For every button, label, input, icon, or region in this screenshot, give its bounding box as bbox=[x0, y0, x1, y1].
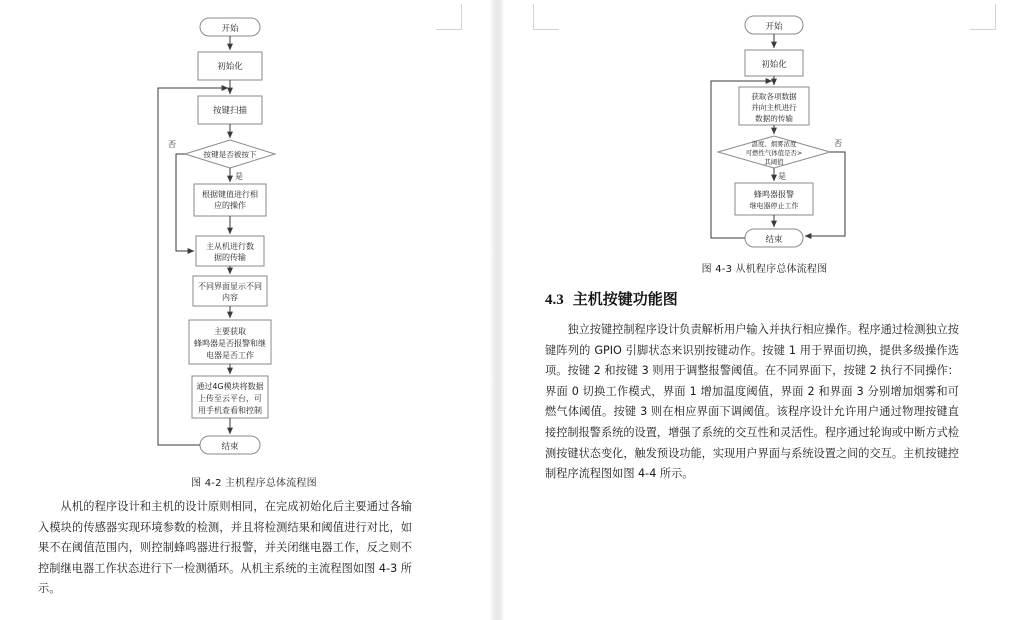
paragraph-key-control bbox=[545, 320, 959, 485]
figure-caption-4-3: 图 4-3 从机程序总体流程图 bbox=[701, 264, 828, 275]
svg-text:结束: 结束 bbox=[221, 442, 239, 452]
paragraph-slave-program bbox=[38, 497, 412, 600]
section-heading-4-3 bbox=[545, 288, 678, 309]
svg-text:应的操作: 应的操作 bbox=[214, 201, 246, 210]
svg-text:通过4G模块将数据: 通过4G模块将数据 bbox=[196, 382, 264, 391]
svg-text:是: 是 bbox=[235, 172, 243, 181]
svg-text:按键扫描: 按键扫描 bbox=[212, 106, 248, 116]
svg-text:初始化: 初始化 bbox=[761, 60, 787, 70]
svg-text:内容: 内容 bbox=[222, 293, 238, 302]
svg-text:用手机查看和控制: 用手机查看和控制 bbox=[198, 406, 262, 415]
svg-text:数据的传输: 数据的传输 bbox=[755, 114, 793, 123]
svg-text:获取各项数据: 获取各项数据 bbox=[751, 92, 797, 101]
svg-text:初始化: 初始化 bbox=[217, 62, 243, 72]
section-number: 4.3 bbox=[545, 292, 564, 308]
svg-text:否: 否 bbox=[834, 139, 842, 148]
svg-text:是: 是 bbox=[778, 172, 786, 181]
svg-text:否: 否 bbox=[168, 140, 176, 149]
svg-text:主从机进行数: 主从机进行数 bbox=[206, 242, 254, 251]
svg-text:并向主机进行: 并向主机进行 bbox=[751, 103, 797, 112]
svg-text:蜂鸣器报警: 蜂鸣器报警 bbox=[754, 190, 794, 199]
svg-text:按键是否被按下: 按键是否被按下 bbox=[203, 150, 257, 159]
svg-text:上传至云平台，可: 上传至云平台，可 bbox=[198, 394, 262, 403]
svg-text:根据键值进行相: 根据键值进行相 bbox=[202, 190, 258, 199]
svg-text:蜂鸣器是否报警和继: 蜂鸣器是否报警和继 bbox=[194, 339, 266, 348]
paragraph-text: 独立按键控制程序设计负责解析用户输入并执行相应操作。程序通过检测独立按键阵列的 GPIO 引脚状态来识别按键动作。按键 1 用于界面切换，提供多级操作选项。按键 2 和按键 3 则用于调整报警阈值。在不同界面下，按键 2 执行不同操作：界面 0 切换工作模式，界面 1 增加温度阈值，界面 2 和界面 3 分别增加烟雾和可燃气体阈值。按键 3 则在相应界面下调阈值。该程序设计允许用户通过物理按键直接控制报警系统的设置，增强了系统的交互性和灵活性。程序通过轮询或中断方式检测按键状态变化，触发预设功能，实现用户界面与系统设置之间的交互。主机按键控制程序流程图如图 4-4 所示。 bbox=[545, 323, 959, 481]
svg-text:主要获取: 主要获取 bbox=[214, 327, 246, 336]
svg-text:其阈值: 其阈值 bbox=[764, 158, 784, 166]
flowchart-slave-program bbox=[505, 0, 1024, 260]
svg-text:温度、烟雾浓度: 温度、烟雾浓度 bbox=[751, 140, 797, 148]
paragraph-text: 从机的程序设计和主机的设计原则相同，在完成初始化后主要通过各输入模块的传感器实现环境参数的检测，并且将检测结果和阈值进行对比，如果不在阈值范围内，则控制蜂鸣器进行报警，并关闭继电器工作，反之则不控制继电器工作状态进行下一检测循环。从机主系统的主流程图如图 4-3 所示。 bbox=[38, 500, 412, 596]
svg-text:开始: 开始 bbox=[221, 24, 239, 34]
svg-text:结束: 结束 bbox=[765, 235, 783, 245]
page-gutter bbox=[490, 0, 505, 620]
svg-text:电器是否工作: 电器是否工作 bbox=[206, 351, 254, 360]
page-left bbox=[0, 0, 490, 620]
svg-text:继电器停止工作: 继电器停止工作 bbox=[749, 202, 799, 210]
svg-text:开始: 开始 bbox=[765, 22, 783, 32]
section-title: 主机按键功能图 bbox=[572, 290, 678, 308]
page-right bbox=[505, 0, 1024, 620]
svg-text:据的传输: 据的传输 bbox=[214, 253, 246, 262]
svg-text:不同界面显示不同: 不同界面显示不同 bbox=[198, 282, 262, 291]
flowchart-host-program bbox=[0, 0, 490, 470]
svg-text:可燃性气体值是否>: 可燃性气体值是否> bbox=[745, 149, 803, 157]
figure-caption-4-2: 图 4-2 主机程序总体流程图 bbox=[191, 478, 317, 489]
